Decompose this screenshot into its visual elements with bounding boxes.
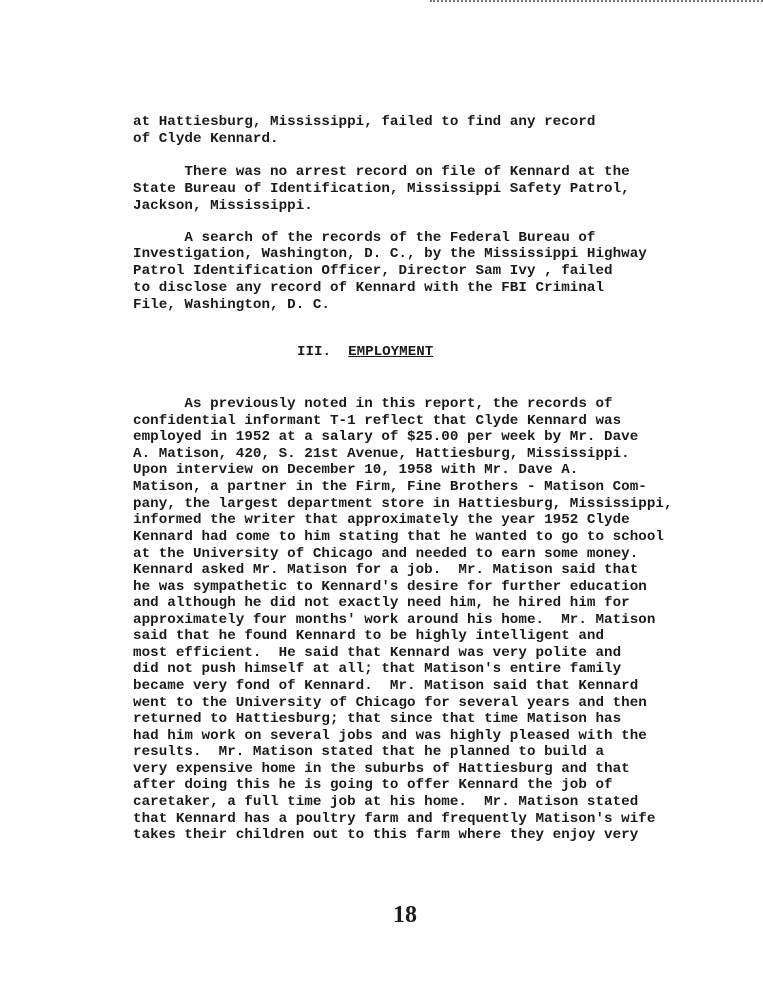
text-line: Patrol Identification Officer, Director Sam Ivy , failed [133,263,613,279]
text-line: became very fond of Kennard. Mr. Matison said that Kennard [133,678,639,694]
text-line: As previously noted in this report, the records of [133,396,613,412]
text-line: Upon interview on December 10, 1958 with Mr. Dave A. [133,462,579,478]
text-line: after doing this he is going to offer Kennard the job of [133,777,613,793]
text-line: he was sympathetic to Kennard's desire for further education [133,579,647,595]
text-line: said that he found Kennard to be highly intelligent and [133,628,605,644]
text-line: Matison, a partner in the Firm, Fine Brothers - Matison Com- [133,479,647,495]
text-line: Kennard asked Mr. Matison for a job. Mr. Matison said that [133,562,639,578]
page-number: 18 [393,902,417,928]
section-title: EMPLOYMENT [348,344,434,360]
page-edge-divider [430,0,763,2]
text-line: to disclose any record of Kennard with the FBI Criminal [133,280,605,296]
text-line: went to the University of Chicago for several years and then [133,695,647,711]
text-line: A. Matison, 420, S. 21st Avenue, Hattiesburg, Mississippi. [133,446,630,462]
text-line: employed in 1952 at a salary of $25.00 per week by Mr. Dave [133,429,639,445]
text-line: and although he did not exactly need him, he hired him for [133,595,630,611]
text-line: takes their children out to this farm where they enjoy very [133,827,639,843]
text-line: very expensive home in the suburbs of Hattiesburg and that [133,761,630,777]
text-line: results. Mr. Matison stated that he planned to build a [133,744,605,760]
text-line: Investigation, Washington, D. C., by the Mississippi Highway [133,246,647,262]
text-line: did not push himself at all; that Matison's entire family [133,661,622,677]
text-line: returned to Hattiesburg; that since that time Matison has [133,711,622,727]
section-number: III. [297,344,332,360]
text-line: State Bureau of Identification, Mississippi Safety Patrol, [133,181,630,197]
section-heading [297,344,433,360]
text-line: caretaker, a full time job at his home. Mr. Matison stated [133,794,639,810]
text-line: at the University of Chicago and needed to earn some money. [133,546,639,562]
text-line: at Hattiesburg, Mississippi, failed to find any record [133,114,596,130]
text-line: of Clyde Kennard. [133,131,279,147]
text-line: There was no arrest record on file of Kennard at the [133,164,630,180]
text-line: had him work on several jobs and was highly pleased with the [133,728,647,744]
text-line: that Kennard has a poultry farm and frequently Matison's wife [133,811,656,827]
text-line: File, Washington, D. C. [133,297,330,313]
text-line: pany, the largest department store in Hattiesburg, Mississippi, [133,496,673,512]
text-line: A search of the records of the Federal Bureau of [133,230,596,246]
text-line: approximately four months' work around his home. Mr. Matison [133,612,656,628]
text-line: confidential informant T-1 reflect that Clyde Kennard was [133,413,622,429]
text-line: informed the writer that approximately the year 1952 Clyde [133,512,630,528]
text-line: most efficient. He said that Kennard was very polite and [133,645,622,661]
text-line: Kennard had come to him stating that he wanted to go to school [133,529,664,545]
text-line: Jackson, Mississippi. [133,198,313,214]
